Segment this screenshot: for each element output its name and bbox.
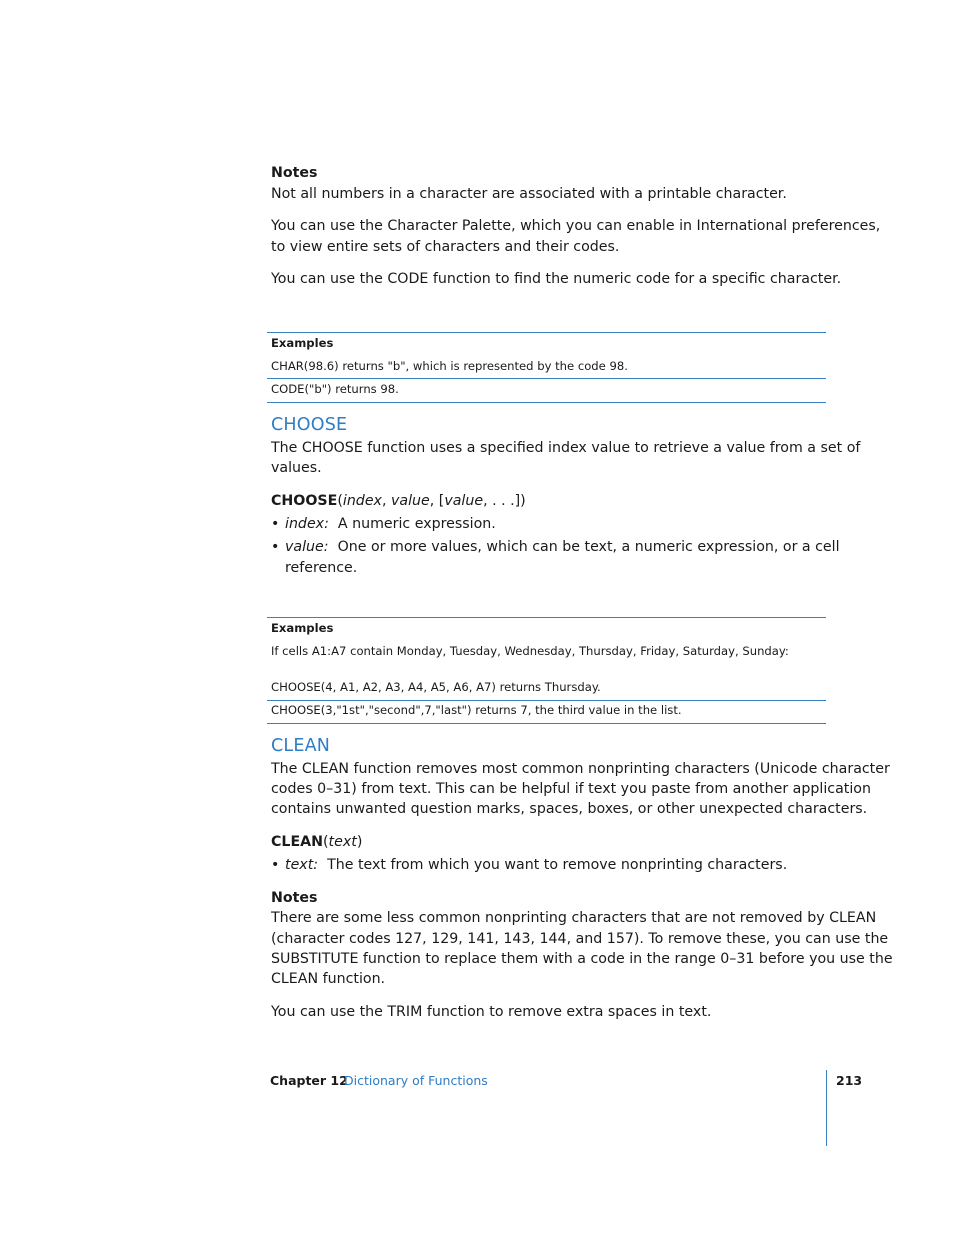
syntax-arg: value [444, 493, 484, 509]
footer-chapter-title[interactable]: Dictionary of Functions [344, 1073, 488, 1088]
clean-description: codes 0–31) from text. This can be helpful if text you paste from another application [271, 781, 871, 797]
syntax-punct: ( [323, 834, 329, 850]
syntax-arg: index [342, 493, 382, 509]
clean-description: contains unwanted question marks, spaces, boxes, or other unexpected characters. [271, 801, 868, 817]
notes-paragraph: SUBSTITUTE function to replace them with a code in the range 0–31 before you use the [271, 951, 893, 967]
notes-paragraph: You can use the CODE function to find the numeric code for a specific character. [271, 271, 842, 287]
argument-item [285, 537, 840, 558]
notes-paragraph: (character codes 127, 129, 141, 143, 144, and 157). To remove these, you can use the [271, 931, 889, 947]
argument-item [285, 514, 496, 535]
argument-item [285, 855, 787, 876]
section-title-clean: CLEAN [271, 736, 331, 756]
table-row: CODE("b") returns 98. [271, 382, 399, 396]
page-number: 213 [836, 1073, 863, 1088]
notes-paragraph: CLEAN function. [271, 971, 386, 987]
notes-paragraph: There are some less common nonprinting characters that are not removed by CLEAN [271, 910, 877, 926]
table-rule [267, 700, 826, 701]
section-title-choose: CHOOSE [271, 415, 348, 435]
function-name: CHOOSE [271, 493, 338, 509]
notes-heading: Notes [271, 165, 318, 181]
syntax-punct: , . . .]) [483, 493, 526, 509]
function-name: CLEAN [271, 834, 323, 850]
bullet-icon: • [271, 516, 280, 532]
argument-label: index: [285, 516, 329, 532]
table-rule [267, 723, 826, 724]
examples-heading: Examples [271, 336, 334, 350]
clean-description: The CLEAN function removes most common nonprinting characters (Unicode character [271, 761, 890, 777]
examples-heading: Examples [271, 621, 334, 635]
table-rule [267, 617, 826, 618]
footer-chapter: Chapter 12 [270, 1073, 348, 1088]
syntax-punct: , [ [429, 493, 445, 509]
clean-syntax [271, 832, 362, 853]
argument-label: text: [285, 857, 319, 873]
table-row: If cells A1:A7 contain Monday, Tuesday, Wednesday, Thursday, Friday, Saturday, Sunday: [271, 644, 789, 658]
syntax-arg: value [390, 493, 430, 509]
table-row: CHOOSE(3,"1st","second",7,"last") returns 7, the third value in the list. [271, 703, 682, 717]
footer-divider [826, 1070, 827, 1146]
argument-label: value: [285, 539, 329, 555]
syntax-arg: text [328, 834, 357, 850]
table-row: CHOOSE(4, A1, A2, A3, A4, A5, A6, A7) returns Thursday. [271, 680, 601, 694]
notes-paragraph: You can use the TRIM function to remove extra spaces in text. [271, 1004, 712, 1020]
syntax-punct: ( [337, 493, 343, 509]
syntax-punct: , [381, 493, 391, 509]
table-rule [267, 378, 826, 379]
bullet-icon: • [271, 539, 280, 555]
table-rule [267, 402, 826, 403]
argument-text: One or more values, which can be text, a numeric expression, or a cell [337, 539, 840, 555]
argument-text: A numeric expression. [337, 516, 496, 532]
argument-text: The text from which you want to remove nonprinting characters. [327, 857, 788, 873]
table-rule [267, 332, 826, 333]
choose-description: values. [271, 460, 322, 476]
choose-syntax [271, 491, 526, 512]
bullet-icon: • [271, 857, 280, 873]
notes-paragraph: You can use the Character Palette, which you can enable in International preferences, [271, 218, 881, 234]
table-row: CHAR(98.6) returns "b", which is represented by the code 98. [271, 359, 628, 373]
notes-heading: Notes [271, 890, 318, 906]
notes-paragraph: to view entire sets of characters and their codes. [271, 239, 620, 255]
argument-text: reference. [285, 560, 358, 576]
syntax-punct: ) [356, 834, 363, 850]
notes-paragraph: Not all numbers in a character are associated with a printable character. [271, 186, 787, 202]
choose-description: The CHOOSE function uses a specified index value to retrieve a value from a set of [271, 440, 861, 456]
